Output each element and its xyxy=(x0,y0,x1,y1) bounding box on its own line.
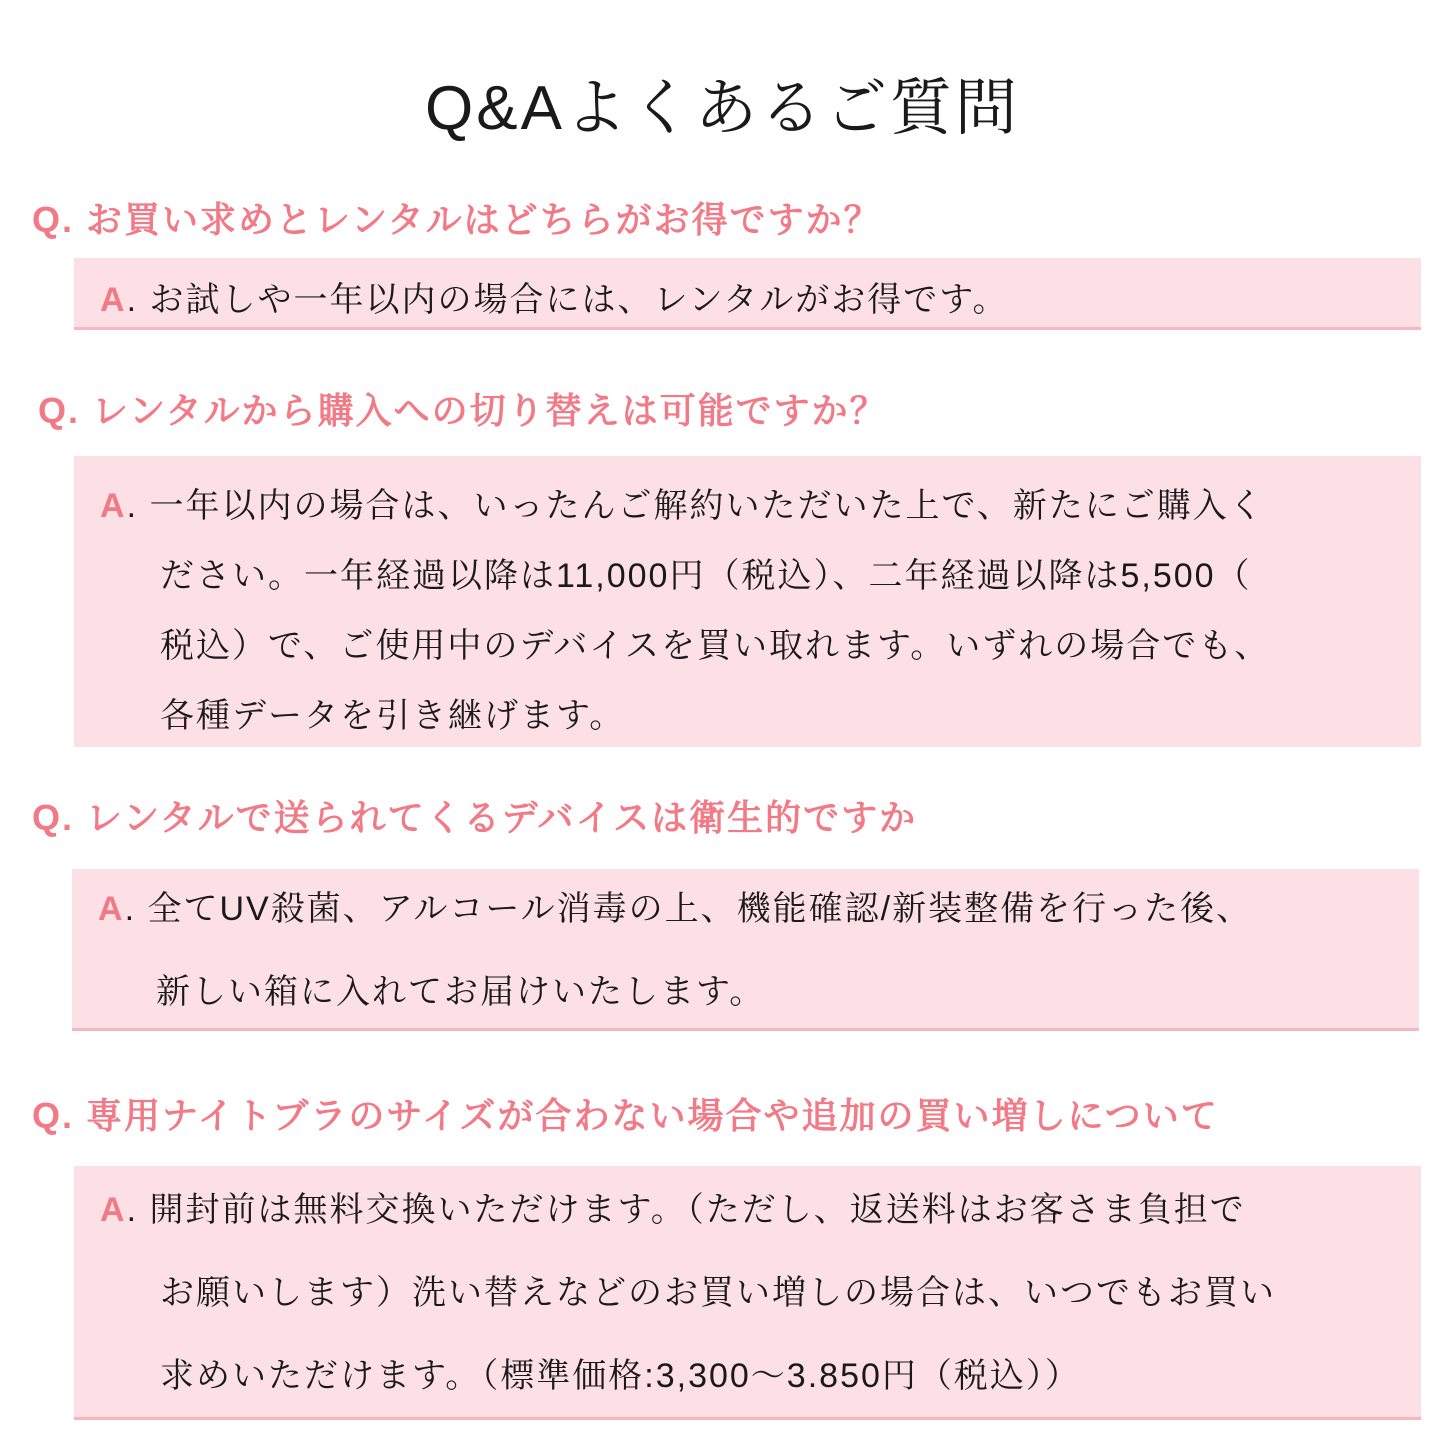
answer-line: A. お試しや一年以内の場合には、レンタルがお得です。 xyxy=(100,281,1009,319)
answer-line: お願いします）洗い替えなどのお買い増しの場合は、いつでもお買い xyxy=(160,1274,1276,1312)
faq-question: Q. レンタルで送られてくるデバイスは衛生的ですか xyxy=(32,797,918,838)
faq-answer-box xyxy=(74,456,1421,747)
answer-line: 税込）で、ご使用中のデバイスを買い取れます。いずれの場合でも、 xyxy=(160,627,1271,665)
answer-mark: A xyxy=(100,1191,127,1229)
faq-answer-box xyxy=(74,258,1421,330)
answer-line: 新しい箱に入れてお届けいたします。 xyxy=(156,973,766,1011)
answer-line: A. 一年以内の場合は、いったんご解約いただいた上で、新たにご購入く xyxy=(100,487,1265,525)
answer-mark: A xyxy=(98,890,125,928)
answer-line: 求めいただけます。（標準価格:3,300〜3.850円（税込）） xyxy=(160,1357,1081,1395)
answer-line: A. 開封前は無料交換いただけます。（ただし、返送料はお客さま負担で xyxy=(100,1191,1246,1229)
answer-line: 各種データを引き継げます。 xyxy=(160,697,626,735)
answer-line: ださい。一年経過以降は11,000円（税込）、二年経過以降は5,500（ xyxy=(160,557,1252,595)
answer-mark: A xyxy=(100,281,127,319)
answer-line: A. 全てUV殺菌、アルコール消毒の上、機能確認/新装整備を行った後、 xyxy=(98,890,1253,928)
page-title: Q&Aよくあるご質問 xyxy=(425,74,1020,143)
faq-answer-box xyxy=(72,869,1419,1031)
faq-question: Q. お買い求めとレンタルはどちらがお得ですか？ xyxy=(32,199,882,240)
faq-question: Q. レンタルから購入への切り替えは可能ですか？ xyxy=(38,390,888,431)
answer-mark: A xyxy=(100,487,127,525)
faq-answer-box xyxy=(74,1166,1421,1420)
faq-question: Q. 専用ナイトブラのサイズが合わない場合や追加の買い増しについて xyxy=(32,1095,1219,1136)
